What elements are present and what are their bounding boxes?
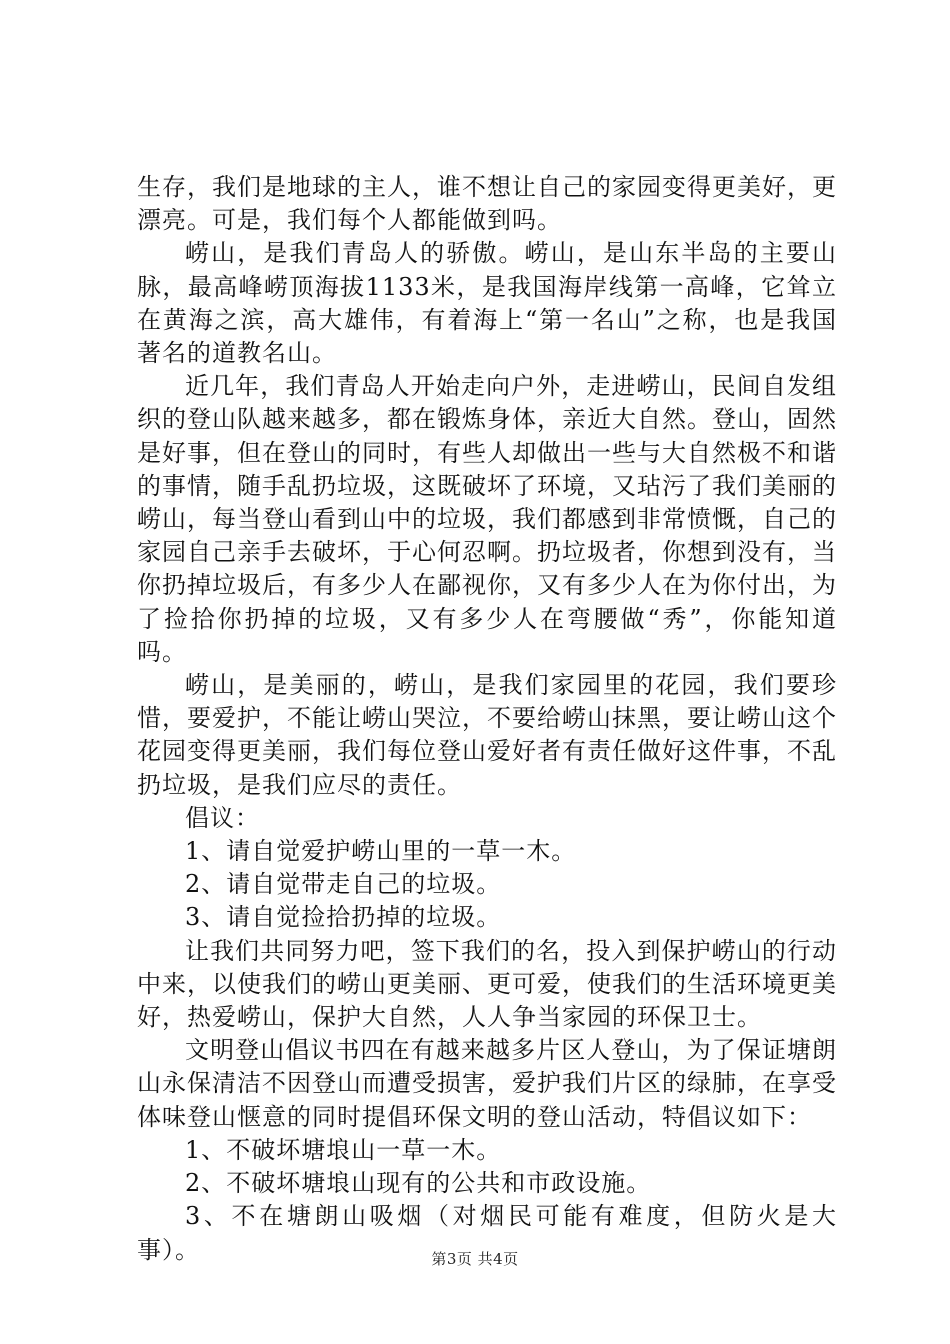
rule-item-2: 2、不破坏塘埌山现有的公共和市政设施。 bbox=[185, 1169, 652, 1198]
page-number: 第3页 共4页 bbox=[431, 1250, 519, 1268]
paragraph-5: 让我们共同努力吧，签下我们的名，投入到保护崂山的行动中来，以使我们的崂山更美丽、更可爱，使我们的生活环境更美好，热爱崂山，保护大自然，人人争当家园的环保卫士。 bbox=[137, 936, 837, 1032]
page-footer bbox=[0, 1248, 950, 1269]
proposal-item-2: 2、请自觉带走自己的垃圾。 bbox=[185, 870, 502, 899]
paragraph-2: 崂山，是我们青岛人的骄傲。崂山，是山东半岛的主要山脉，最高峰崂顶海拔1133米，是我国海岸线第一高峰，它耸立在黄海之滨，高大雄伟，有着海上“第一名山”之称，也是我国著名的道教名山。 bbox=[137, 239, 837, 368]
paragraph-4: 崂山，是美丽的，崂山，是我们家园里的花园，我们要珍惜，要爱护，不能让崂山哭泣，不要给崂山抹黑，要让崂山这个花园变得更美丽，我们每位登山爱好者有责任做好这件事，不乱扔垃圾，是我们应尽的责任。 bbox=[137, 671, 837, 799]
rule-item-1: 1、不破坏塘埌山一草一木。 bbox=[185, 1135, 502, 1164]
rule-item-3: 3、不在塘朗山吸烟（对烟民可能有难度，但防火是大事）。 bbox=[137, 1202, 837, 1264]
paragraph-1: 生存，我们是地球的主人，谁不想让自己的家园变得更美好，更漂亮。可是，我们每个人都能做到吗。 bbox=[137, 173, 837, 235]
proposal-item-1: 1、请自觉爱护崂山里的一草一木。 bbox=[185, 837, 577, 866]
proposal-heading: 倡议： bbox=[185, 803, 260, 832]
proposal-item-3: 3、请自觉捡拾扔掉的垃圾。 bbox=[185, 903, 502, 932]
document-body bbox=[137, 171, 837, 1267]
paragraph-3: 近几年，我们青岛人开始走向户外，走进崂山，民间自发组织的登山队越来越多，都在锻炼身体，亲近大自然。登山，固然是好事，但在登山的同时，有些人却做出一些与大自然极不和谐的事情，随手乱扔垃圾，这既破坏了环境，又玷污了我们美丽的崂山，每当登山看到山中的垃圾，我们都感到非常愤慨，自己的家园自己亲手去破坏，于心何忍啊。扔垃圾者，你想到没有，当你扔掉垃圾后，有多少人在鄙视你，又有多少人在为你付出，为了捡拾你扔掉的垃圾，又有多少人在弯腰做“秀”，你能知道吗。 bbox=[137, 372, 837, 666]
paragraph-6: 文明登山倡议书四在有越来越多片区人登山，为了保证塘朗山永保清洁不因登山而遭受损害，爱护我们片区的绿肺，在享受体味登山惬意的同时提倡环保文明的登山活动，特倡议如下： bbox=[137, 1036, 837, 1131]
